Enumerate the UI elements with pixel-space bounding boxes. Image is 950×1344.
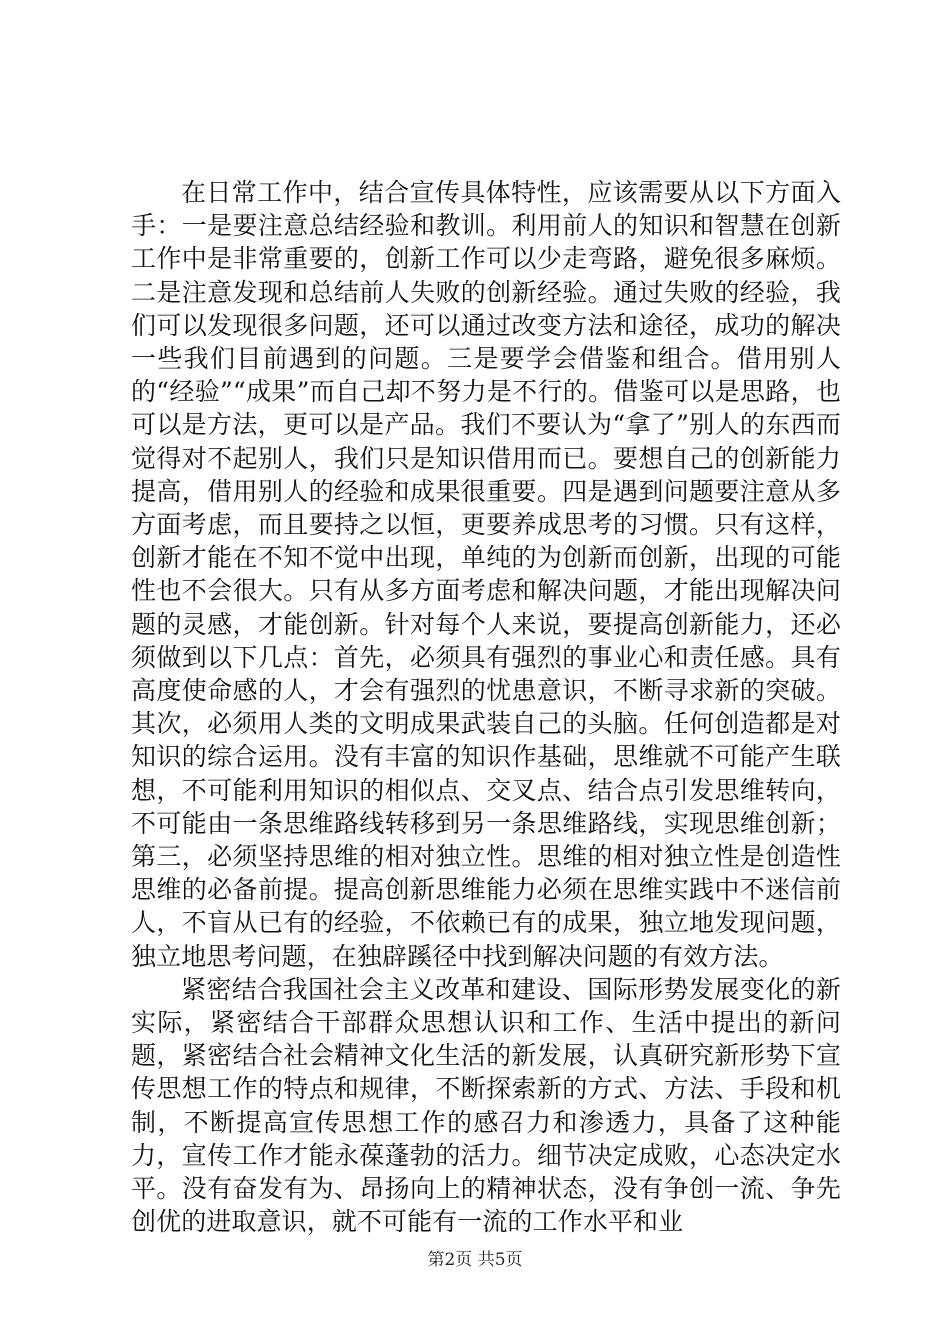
page-number-footer: 第2页 共5页: [427, 1250, 523, 1270]
paragraph: 紧密结合我国社会主义改革和建设、国际形势发展变化的新实际，紧密结合干部群众思想认识和工作、生活中提出的新问题，紧密结合社会精神文化生活的新发展，认真研究新形势下宣传思想工作的特点和规律，不断探索新的方式、方法、手段和机制，不断提高宣传思想工作的感召力和渗透力，具备了这种能力，宣传工作才能永葆蓬勃的活力。细节决定成败，心态决定水平。没有奋发有为、昂扬向上的精神状态，没有争创一流、争先创优的进取意识，就不可能有一流的工作水平和业: [131, 974, 841, 1237]
paragraph: 在日常工作中，结合宣传具体特性，应该需要从以下方面入手：一是要注意总结经验和教训。利用前人的知识和智慧在创新工作中是非常重要的，创新工作可以少走弯路，避免很多麻烦。二是注意发现和总结前人失败的创新经验。通过失败的经验，我们可以发现很多问题，还可以通过改变方法和途径，成功的解决一些我们目前遇到的问题。三是要学会借鉴和组合。借用别人的“经验”“成果”而自己却不努力是不行的。借鉴可以是思路，也可以是方法，更可以是产品。我们不要认为“拿了”别人的东西而觉得对不起别人，我们只是知识借用而已。要想自己的创新能力提高，借用别人的经验和成果很重要。四是遇到问题要注意从多方面考虑，而且要持之以恒，更要养成思考的习惯。只有这样，创新才能在不知不觉中出现，单纯的为创新而创新，出现的可能性也不会很大。只有从多方面考虑和解决问题，才能出现解决问题的灵感，才能创新。针对每个人来说，要提高创新能力，还必须做到以下几点：首先，必须具有强烈的事业心和责任感。具有高度使命感的人，才会有强烈的忧患意识，不断寻求新的突破。其次，必须用人类的文明成果武装自己的头脑。任何创造都是对知识的综合运用。没有丰富的知识作基础，思维就不可能产生联想，不可能利用知识的相似点、交叉点、结合点引发思维转向，不可能由一条思维路线转移到另一条思维路线，实现思维创新；第三，必须坚持思维的相对独立性。思维的相对独立性是创造性思维的必备前提。提高创新思维能力必须在思维实践中不迷信前人，不盲从已有的经验，不依赖已有的成果，独立地发现问题，独立地思考问题，在独辟蹊径中找到解决问题的有效方法。: [131, 178, 841, 971]
document-body: [131, 176, 841, 1239]
